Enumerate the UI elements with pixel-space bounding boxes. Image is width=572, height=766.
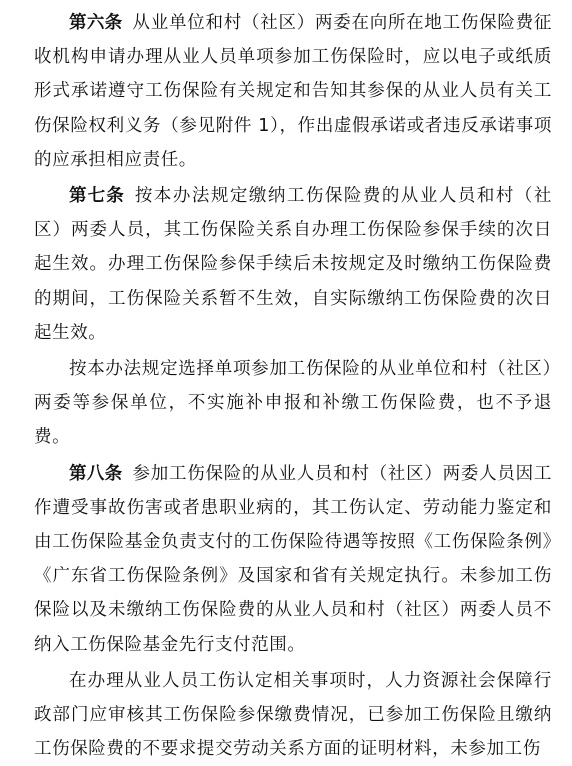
article-7-continuation-text: 按本办法规定选择单项参加工伤保险的从业单位和村（社区）两委等参保单位，不实施补申报和补缴工伤保险费，也不予退费。 <box>34 359 552 448</box>
article-6-text: 从业单位和村（社区）两委在向所在地工伤保险费征收机构申请办理从业人员单项参加工伤保险时，应以电子或纸质形式承诺遵守工伤保险有关规定和告知其参保的从业人员有关工伤保险权利义务（参见附件 1），作出虚假承诺或者违反承诺事项的应承担相应责任。 <box>34 13 552 170</box>
article-8-continuation-text: 在办理从业人员工伤认定相关事项时，人力资源社会保障行政部门应审核其工伤保险参保缴费情况，已参加工伤保险且缴纳工伤保险费的不要求提交劳动关系方面的证明材料，未参加工伤 <box>34 670 552 760</box>
article-7-continuation-paragraph <box>34 352 552 455</box>
article-8-continuation-paragraph <box>34 664 552 766</box>
article-6-label: 第六条 <box>69 13 123 33</box>
article-7-paragraph <box>34 179 552 350</box>
article-7-label: 第七条 <box>69 186 125 207</box>
article-8-label: 第八条 <box>69 463 123 484</box>
article-7-text: 按本办法规定缴纳工伤保险费的从业人员和村（社区）两委人员，其工伤保险关系自办理工伤保险参保手续的次日起生效。办理工伤保险参保手续后未按规定及时缴纳工伤保险费的期间，工伤保险关系暂不生效，自实际缴纳工伤保险费的次日起生效。 <box>34 186 552 343</box>
article-8-text: 参加工伤保险的从业人员和村（社区）两委人员因工作遭受事故伤害或者患职业病的，其工伤认定、劳动能力鉴定和由工伤保险基金负责支付的工伤保险待遇等按照《工伤保险条例》《广东省工伤保险条例》及国家和省有关规定执行。未参加工伤保险以及未缴纳工伤保险费的从业人员和村（社区）两委人员不纳入工伤保险基金先行支付范围。 <box>34 463 552 655</box>
article-6-paragraph <box>34 6 552 177</box>
article-8-paragraph <box>34 457 552 662</box>
